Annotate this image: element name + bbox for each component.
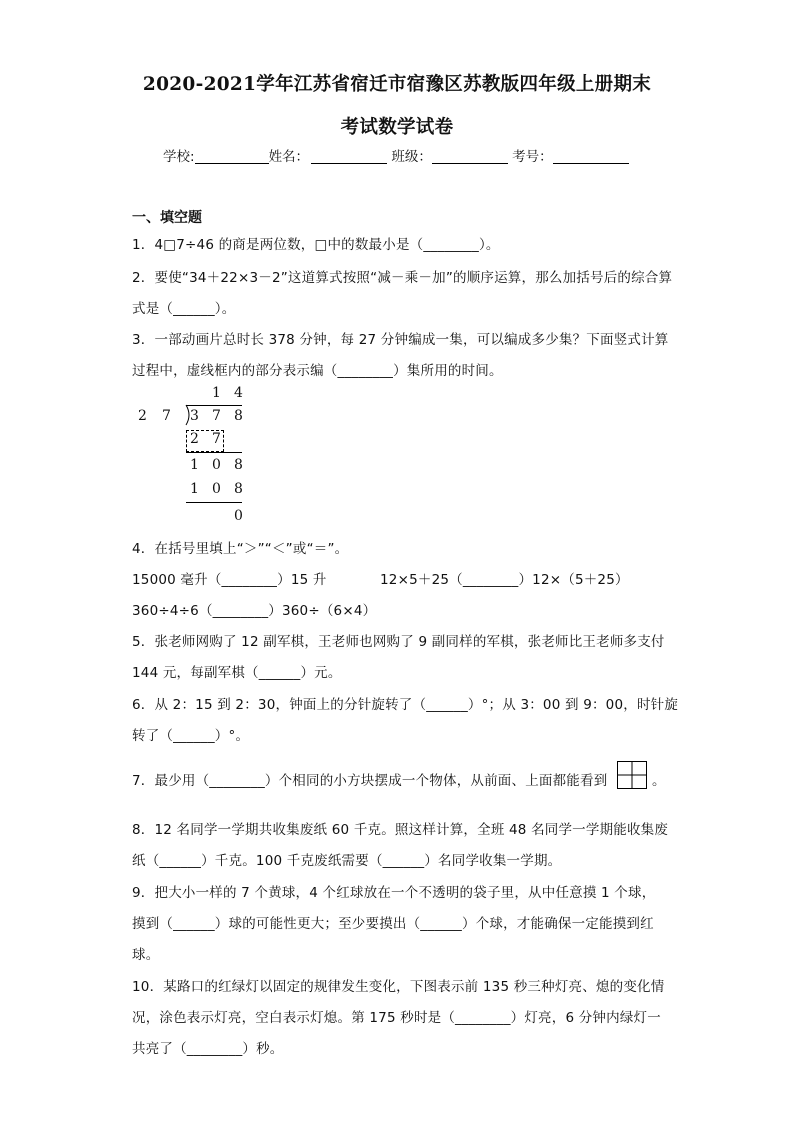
question-7: 7．最少用（________）个相同的小方块摆成一个物体，从前面、上面都能看到: [132, 773, 608, 789]
question-10-line1: 10．某路口的红绿灯以固定的规律发生变化，下图表示前 135 秒三种灯亮、熄的变化情: [132, 979, 665, 995]
question-3-line2: 过程中，虚线框内的部分表示编（________）集所用的时间。: [132, 363, 503, 379]
number-blank[interactable]: [553, 149, 629, 164]
divisor-digit: 2: [138, 408, 147, 424]
question-4c: 360÷4÷6（________）360÷（6×4）: [132, 603, 377, 619]
question-8-line1: 8．12 名同学一学期共收集废纸 60 千克。照这样计算，全班 48 名同学一学期能收集废: [132, 822, 669, 838]
question-5-line2: 144 元，每副军棋（______）元。: [132, 665, 342, 681]
question-4b: 12×5＋25（________）12×（5＋25）: [380, 572, 629, 588]
question-6-line2: 转了（______）°。: [132, 728, 250, 744]
question-10-line2: 况，涂色表示灯亮，空白表示灯熄。第 175 秒时是（________）灯亮，6 分钟内绿灯一: [132, 1010, 661, 1026]
divisor-digit: 7: [162, 408, 171, 424]
number-label: 考号：: [512, 149, 553, 165]
section-title: 一、填空题: [132, 210, 202, 226]
question-10-line3: 共亮了（________）秒。: [132, 1041, 284, 1057]
remainder-digit: 0: [234, 508, 243, 524]
class-label: 班级：: [391, 149, 432, 165]
dividend-digit: 8: [234, 408, 243, 424]
exam-title-line1: 2020-2021学年江苏省宿迁市宿豫区苏教版四年级上册期末: [142, 74, 652, 95]
question-4a: 15000 毫升（________）15 升: [132, 572, 327, 588]
quotient-digit: 1: [212, 385, 221, 401]
question-7-end: 。: [652, 773, 666, 789]
subtraction-line: [186, 452, 242, 453]
step-digit: 2: [190, 431, 199, 447]
step-digit: 1: [190, 457, 199, 473]
question-9-line2: 摸到（______）球的可能性更大；至少要摸出（______）个球，才能确保一定能摸到红: [132, 916, 654, 932]
step-digit: 8: [234, 457, 243, 473]
step-digit: 1: [190, 481, 199, 497]
question-8-line2: 纸（______）千克。100 千克废纸需要（______）名同学收集一学期。: [132, 853, 562, 869]
question-2-line2: 式是（______）。: [132, 301, 236, 317]
dividend-digit: 7: [212, 408, 221, 424]
quotient-bar: [186, 405, 242, 406]
subtraction-line: [186, 502, 242, 503]
question-5-line1: 5．张老师网购了 12 副军棋，王老师也网购了 9 副同样的军棋，张老师比王老师多支付: [132, 634, 665, 650]
question-4: 4．在括号里填上“＞”“＜”或“＝”。: [132, 541, 349, 557]
question-2-line1: 2．要使“34＋22×3－2”这道算式按照“减－乘－加”的顺序运算，那么加括号后的综合算: [132, 270, 673, 286]
class-blank[interactable]: [432, 149, 508, 164]
exam-title-line2: 考试数学试卷: [340, 117, 454, 138]
school-blank[interactable]: [195, 149, 269, 164]
name-label: 姓名：: [268, 149, 310, 165]
student-info: [163, 145, 629, 165]
question-6-line1: 6．从 2：15 到 2：30，钟面上的分针旋转了（______）°；从 3：00 到 9：00，时针旋: [132, 697, 679, 713]
question-9-line3: 球。: [132, 947, 160, 963]
question-3-line1: 3．一部动画片总时长 378 分钟，每 27 分钟编成一集，可以编成多少集？下面竖式计算: [132, 332, 669, 348]
question-9-line1: 9．把大小一样的 7 个黄球，4 个红球放在一个不透明的袋子里，从中任意摸 1 个球，: [132, 885, 656, 901]
step-digit: 0: [212, 457, 221, 473]
name-blank[interactable]: [311, 149, 387, 164]
four-square-grid-icon: [617, 761, 647, 789]
quotient-digit: 4: [234, 385, 243, 401]
step-digit: 8: [234, 481, 243, 497]
question-1: 1．4□7÷46 的商是两位数，□中的数最小是（________）。: [132, 237, 500, 253]
dividend-digit: 3: [190, 408, 199, 424]
step-digit: 7: [212, 431, 221, 447]
school-label: 学校:: [163, 149, 195, 165]
step-digit: 0: [212, 481, 221, 497]
